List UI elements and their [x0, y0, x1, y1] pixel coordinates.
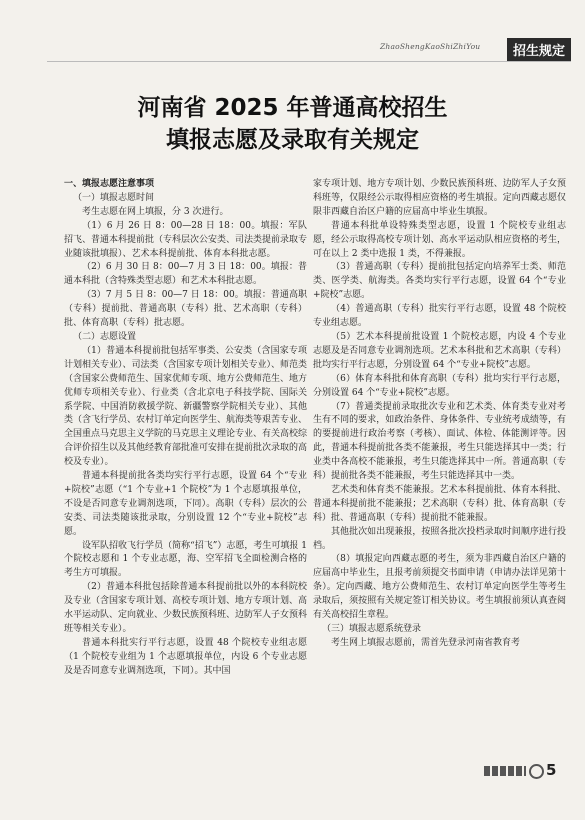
- paragraph: （4）普通高职（专科）批实行平行志愿，设置 48 个院校专业组志愿。: [313, 304, 566, 329]
- left-column: [64, 178, 307, 679]
- paragraph: （3）普通高职（专科）提前批包括定向培养军士类、师范类、医学类、航海类。各类均实行平行志愿，设置 64 个“专业+院校”志愿。: [313, 262, 566, 301]
- paragraph: （1）普通本科提前批包括军事类、公安类（含国家专项计划相关专业）、司法类（含国家专项计划相关专业）、师范类（含国家公费师范生、国家优师专项、地方公费师范生、地方优师专项相关专业）、行业类（含北京电子科技学院、国际关系学院、中国消防救援学院、新疆警察学院相关专业）、其他类（含飞行学员、农村订单定向医学生、航海类等艰苦专业、全国重点马克思主义学院的马克思主义理论专业、有关高校综合评价招生以及其他经教育部批准可安排在提前批次录取的高校及专业）。: [64, 345, 308, 468]
- paragraph: （2）普通本科批包括除普通本科提前批以外的本科院校及专业（含国家专项计划、高校专项计划、地方专项计划、高水平运动队、定向就业、少数民族预科班、边防军人子女预科班等相关专业）。: [64, 582, 308, 634]
- paragraph: 普通本科提前批各类均实行平行志愿，设置 64 个“专业+院校”志愿（“1 个专业+1 个院校”为 1 个志愿填报单位，不设是否同意专业调剂选项，下同）。高职（专科）层次的公安类、司法类随该批录取，分别设置 12 个“专业+院校”志愿。: [64, 471, 307, 537]
- header-rule: [47, 61, 571, 62]
- title-line-1: 河南省 2025 年普通高校招生: [137, 95, 448, 121]
- paragraph: 设军队招收飞行学员（简称“招飞”）志愿，考生可填报 1 个院校志愿和 1 个专业志愿，海、空军招飞全面检测合格的考生方可填报。: [64, 540, 307, 579]
- page-number: 5: [546, 761, 557, 779]
- page-title: [0, 92, 585, 156]
- paragraph: （3）7 月 5 日 8：00—7 日 18：00。填报：普通高职（专科）提前批、普通高职（专科）批、艺术高职（专科）批、体育高职（专科）批志愿。: [64, 290, 307, 329]
- paragraph: （5）艺术本科提前批设置 1 个院校志愿，内设 4 个专业志愿及是否同意专业调剂选项。艺术本科批和艺术高职（专科）批均实行平行志愿，分别设置 64 个“专业+院校”志愿。: [313, 331, 566, 370]
- right-column: [313, 178, 566, 651]
- header-pinyin: ZhaoShengKaoShiZhiYou: [380, 42, 481, 51]
- paragraph: 其他批次如出现兼报，按照各批次投档录取时间顺序进行投档。: [313, 526, 566, 551]
- section-header: [380, 38, 585, 60]
- title-line-2: 填报志愿及录取有关规定: [166, 127, 419, 153]
- paragraph: （8）填报定向西藏志愿的考生，须为非西藏自治区户籍的应届高中毕业生，且报考前须提交书面申请（申请办法详见第十条）。定向西藏、地方公费师范生、农村订单定向医学生等考生录取后，须按照有关规定签订相关协议。考生填报前须认真查阅有关高校招生章程。: [313, 554, 566, 621]
- paragraph: 普通本科批单设特殊类型志愿，设置 1 个院校专业组志愿，经公示取得高校专项计划、高水平运动队相应资格的考生，可在以上 2 类中选报 1 类，不得兼报。: [313, 220, 566, 259]
- paragraph: 普通本科批实行平行志愿，设置 48 个院校专业组志愿（1 个院校专业组为 1 个志愿填报单位，内设 6 个专业志愿及是否同意专业调剂选项，下同）。其中国: [64, 637, 307, 676]
- paragraph: 艺术类和体育类不能兼报。艺术本科提前批、体育本科批、普通本科提前批不能兼报；艺术高职（专科）批、体育高职（专科）批、普通高职（专科）提前批不能兼报。: [313, 484, 566, 523]
- paragraph: （7）普通类提前录取批次专业和艺术类、体育类专业对考生有不同的要求，如政治条件、身体条件、专业统考成绩等，有的要提前进行政治考察（考核）、面试、体检、体能测评等。因此，普通本科提前批各类不能兼报，考生只能选择其中一类；行业类中各高校不能兼报，考生只能选择其中一所。普通高职（专科）提前批各类不能兼报，考生只能选择其中一类。: [313, 401, 566, 482]
- paragraph: 家专项计划、地方专项计划、少数民族预科班、边防军人子女预科班等，仅限经公示取得相应资格的考生填报。定向西藏志愿仅限非西藏自治区户籍的应届高中毕业生填报。: [313, 179, 566, 217]
- paragraph: 考生网上填报志愿前，需首先登录河南省教育考: [331, 637, 521, 648]
- paragraph: （二）志愿设置: [73, 331, 137, 342]
- paragraph: 考生志愿在网上填报，分 3 次进行。: [82, 206, 229, 217]
- paragraph: （2）6 月 30 日 8：00—7 月 3 日 18：00。填报：普通本科批（含特殊类型志愿）和艺术本科批志愿。: [64, 262, 307, 287]
- footer-ring-icon: [529, 764, 544, 779]
- paragraph: 一、填报志愿注意事项: [64, 179, 155, 189]
- section-tag: 招生规定: [507, 38, 571, 61]
- footer-bars-decoration: [484, 766, 526, 776]
- paragraph: （1）6 月 26 日 8：00—28 日 18：00。填报：军队招飞、普通本科提前批（专科层次公安类、司法类提前录取专业随该批填报）、艺术本科提前批、体育本科批志愿。: [64, 220, 308, 259]
- paragraph: （6）体育本科批和体育高职（专科）批均实行平行志愿，分别设置 64 个“专业+院校”志愿。: [313, 373, 566, 398]
- paragraph: （三）填报志愿系统登录: [322, 624, 422, 634]
- paragraph: （一）填报志愿时间: [73, 192, 155, 203]
